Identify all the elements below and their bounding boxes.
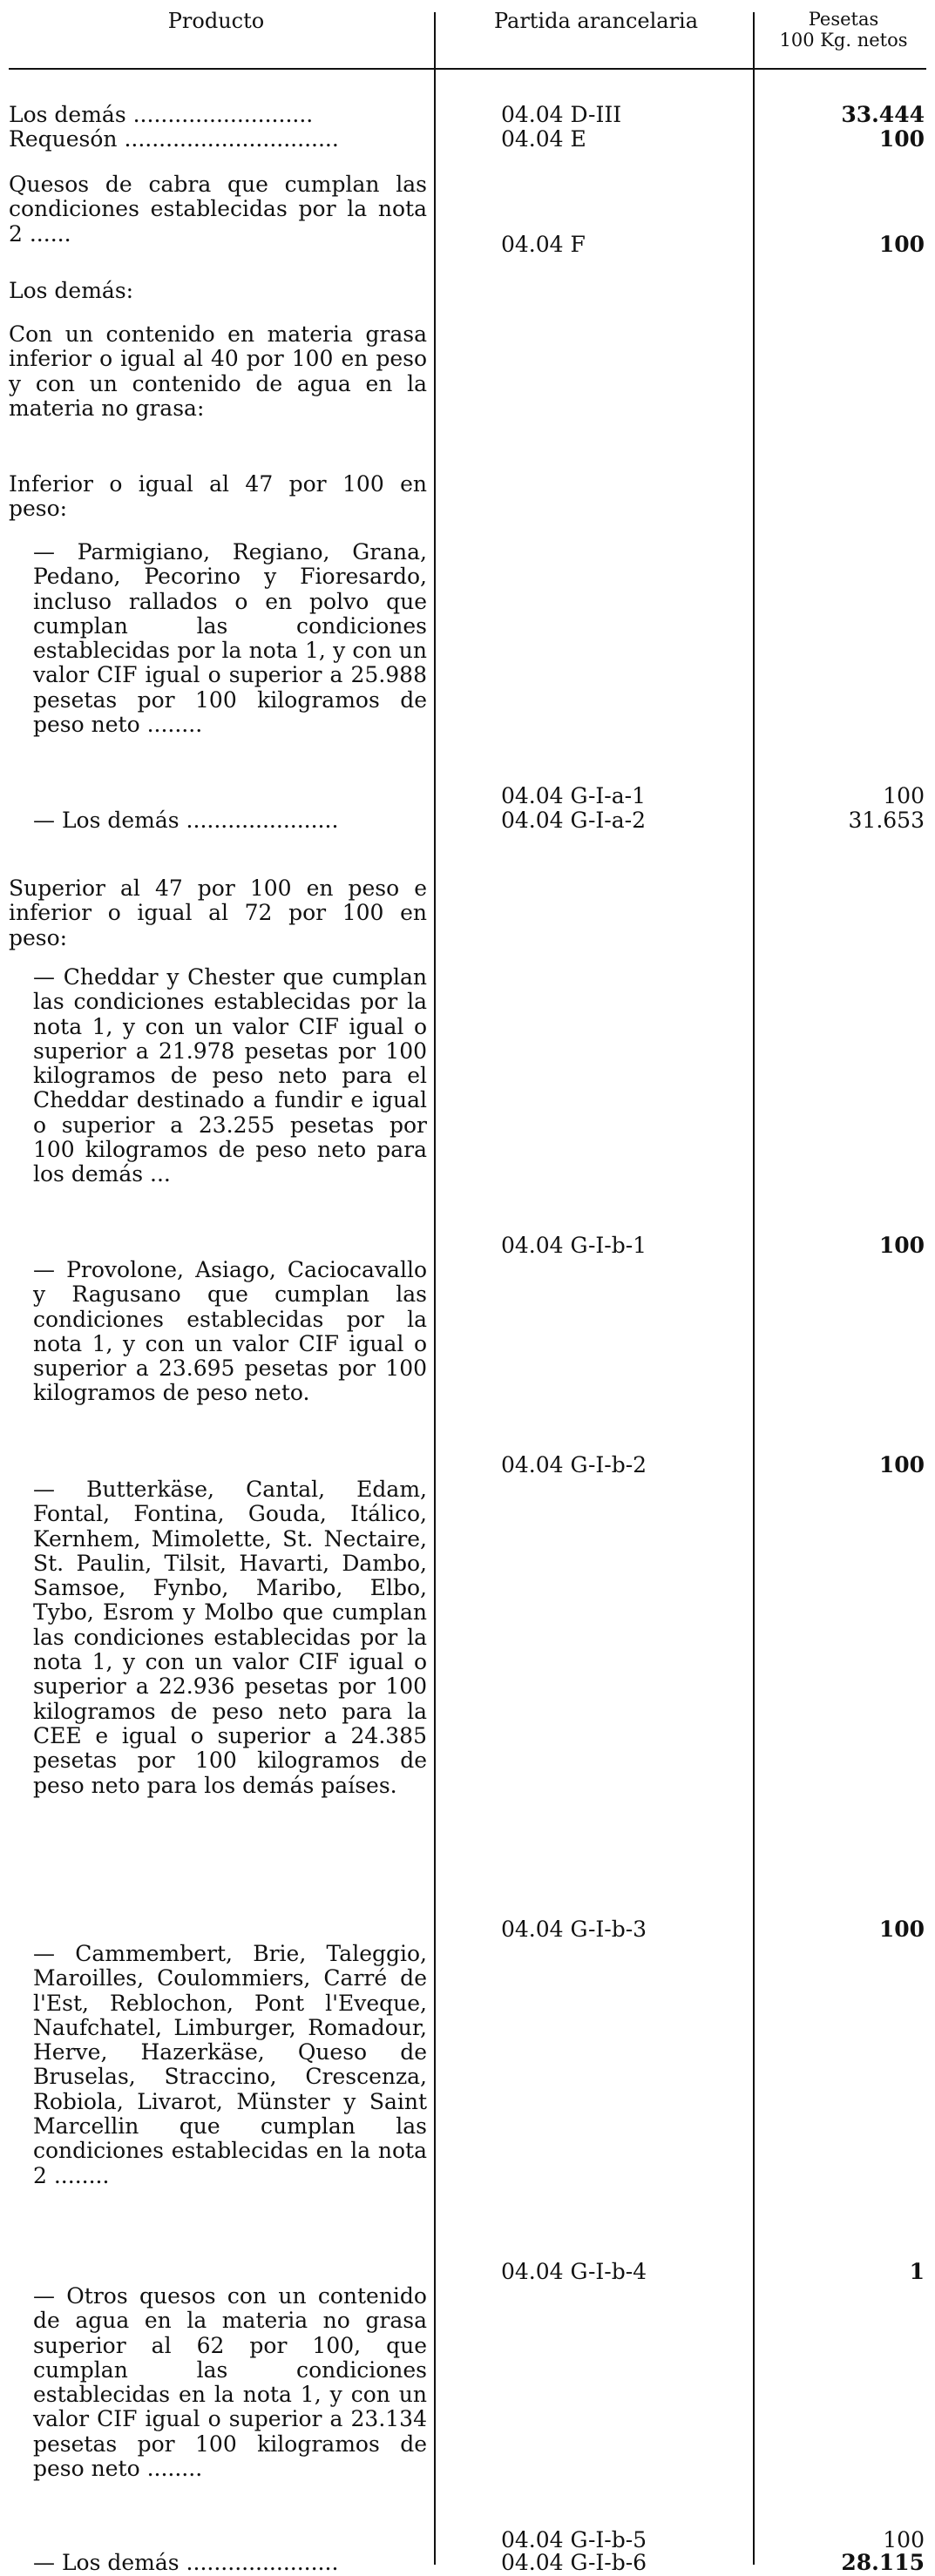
product-text: — Cheddar y Chester que cumplan las condiciones establecidas por la nota 1, y con un valor CIF igual o superior a 21.978 pesetas por 100 kilogramos de peso neto para el Cheddar destinado a fundir e igual o superior a 23.255 pesetas por 100 kilogramos de peso neto para los demás ... — [33, 964, 427, 1187]
tariff-code: 04.04 F — [501, 232, 586, 257]
price-value: 100 — [883, 783, 925, 808]
subsection-heading: Inferior o igual al 47 por 100 en peso: — [9, 471, 427, 522]
price-value: 1 — [909, 2259, 925, 2284]
header-pesetas-line1: Pesetas — [808, 9, 879, 30]
product-text: — Los demás ...................... — [33, 2550, 339, 2575]
column-divider-left — [434, 12, 436, 2565]
tariff-code: 04.04 G-I-b-2 — [501, 1452, 647, 1477]
tariff-code: 04.04 G-I-b-1 — [501, 1233, 647, 1258]
product-text: — Parmigiano, Regiano, Grana, Pedano, Pecorino y Fioresardo, incluso rallados o en polvo que cumplan las condiciones establecidas por la nota 1, y con un valor CIF igual o superior a 25.988 pesetas por 100 kilogramos de peso neto ........ — [33, 539, 427, 738]
section-heading: Los demás: — [9, 278, 134, 303]
tariff-code: 04.04 D-III — [501, 102, 622, 127]
product-text: — Otros quesos con un contenido de agua en la materia no grasa superior al 62 por 100, que cumplan las condiciones establecidas en la nota 1, y con un valor CIF igual o superior a 23.134 pesetas por 100 kilogramos de peso neto ........ — [33, 2283, 427, 2482]
tariff-code: 04.04 G-I-b-6 — [501, 2550, 647, 2575]
tariff-code: 04.04 E — [501, 126, 586, 152]
price-value: 28.115 — [841, 2550, 925, 2575]
product-text: Quesos de cabra que cumplan las condiciones establecidas por la nota 2 ...... — [9, 172, 427, 247]
product-text: — Provolone, Asiago, Caciocavallo y Ragusano que cumplan las condiciones establecidas por la nota 1, y con un valor CIF igual o superior a 23.695 pesetas por 100 kilogramos de peso neto. — [33, 1257, 427, 1406]
price-value: 31.653 — [848, 808, 925, 833]
price-value: 100 — [878, 1452, 925, 1477]
price-value: 100 — [878, 1233, 925, 1258]
price-value: 33.444 — [841, 102, 925, 127]
subsection-heading: Superior al 47 por 100 en peso e inferior o igual al 72 por 100 en peso: — [9, 876, 427, 950]
tariff-code: 04.04 G-I-a-2 — [501, 808, 646, 833]
tariff-code: 04.04 G-I-a-1 — [501, 783, 646, 808]
product-text: Requesón ............................... — [9, 126, 339, 152]
product-text: Los demás .......................... — [9, 102, 314, 127]
column-divider-right — [753, 12, 755, 2565]
header-partida: Partida arancelaria — [493, 9, 699, 33]
tariff-code: 04.04 G-I-b-3 — [501, 1917, 647, 1942]
price-value: 100 — [878, 1917, 925, 1942]
header-pesetas-line2: 100 Kg. netos — [779, 30, 908, 51]
section-heading: Con un contenido en materia grasa inferior o igual al 40 por 100 en peso y con un contenido de agua en la materia no grasa: — [9, 321, 427, 421]
price-value: 100 — [883, 2527, 925, 2552]
header-rule — [9, 68, 926, 70]
tariff-code: 04.04 G-I-b-5 — [501, 2527, 647, 2552]
price-value: 100 — [878, 126, 925, 152]
price-value: 100 — [878, 232, 925, 257]
tariff-code: 04.04 G-I-b-4 — [501, 2259, 647, 2284]
product-text: — Butterkäse, Cantal, Edam, Fontal, Fontina, Gouda, Itálico, Kernhem, Mimolette, St. Nectaire, St. Paulin, Tilsit, Havarti, Dambo, Samsoe, Fynbo, Maribo, Elbo, Tybo, Esrom y Molbo que cumplan las condiciones establecidas por la nota 1, y con un valor CIF igual o superior a 22.936 pesetas por 100 kilogramos de peso neto para la CEE e igual o superior a 24.385 pesetas por 100 kilogramos de peso neto para los demás países. — [33, 1477, 427, 1798]
header-pesetas — [756, 9, 931, 51]
header-producto: Producto — [167, 9, 265, 33]
product-text: — Los demás ...................... — [33, 808, 339, 833]
product-text: — Cammembert, Brie, Taleggio, Maroilles, Coulommiers, Carré de l'Est, Reblochon, Pont l'Eveque, Naufchatel, Limburger, Romadour, Herve, Hazerkäse, Queso de Bruselas, Straccino, Crescenza, Robiola, Livarot, Münster y Saint Marcellin que cumplan las condiciones establecidas en la nota 2 ........ — [33, 1941, 427, 2188]
